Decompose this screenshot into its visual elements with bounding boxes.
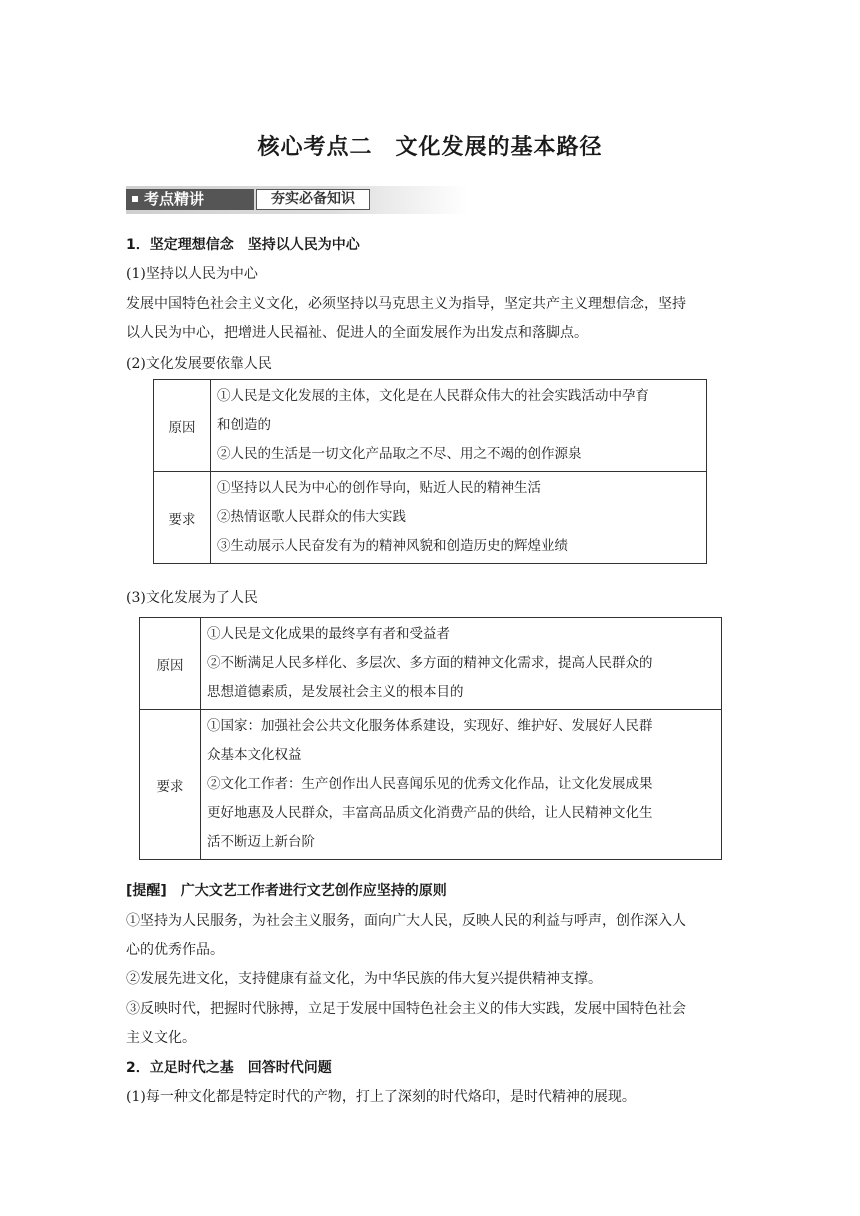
banner-left-label: 考点精讲: [144, 190, 205, 208]
tip-line: 心的优秀作品。: [126, 942, 224, 958]
cell-line: ③生动展示人民奋发有为的精神风貌和创造历史的辉煌业绩: [217, 538, 568, 554]
cell-line: 活不断迈上新台阶: [207, 834, 315, 850]
row-label-reason: 原因: [154, 380, 211, 472]
cell-line: ②文化工作者：生产创作出人民喜闻乐见的优秀文化作品，让文化发展成果: [207, 776, 653, 792]
tip-line: 主义文化。: [126, 1030, 196, 1046]
table-row: [154, 472, 707, 564]
section-banner: [126, 186, 468, 214]
table-row: [154, 380, 707, 472]
section1-para1-line2: 以人民为中心，把增进人民福祉、促进人的全面发展作为出发点和落脚点。: [126, 325, 588, 341]
cell-line: ①人民是文化成果的最终享有者和受益者: [207, 626, 450, 642]
banner-right-label: 夯实必备知识: [256, 189, 370, 210]
tip-line: ③反映时代，把握时代脉搏，立足于发展中国特色社会主义的伟大实践，发展中国特色社会: [126, 1001, 686, 1017]
row-content: [201, 710, 722, 860]
cell-line: ②不断满足人民多样化、多层次、多方面的精神文化需求，提高人民群众的: [207, 655, 653, 671]
cell-line: 和创造的: [217, 417, 271, 433]
cell-line: ①国家：加强社会公共文化服务体系建设，实现好、维护好、发展好人民群: [207, 718, 653, 734]
section1-para1-line1: 发展中国特色社会主义文化，必须坚持以马克思主义为指导，坚定共产主义理想信念，坚持: [126, 296, 686, 312]
section1-sub2: (2)文化发展要依靠人民: [126, 356, 272, 372]
table-row: [140, 618, 722, 710]
section2-heading: 2．立足时代之基 回答时代问题: [126, 1060, 332, 1076]
section1-heading: 1．坚定理想信念 坚持以人民为中心: [126, 237, 360, 253]
tip-line: ①坚持为人民服务，为社会主义服务，面向广大人民，反映人民的利益与呼声，创作深入人: [126, 913, 686, 929]
row-content: [201, 618, 722, 710]
page-title: 核心考点二 文化发展的基本路径: [257, 135, 603, 160]
table-rely-on-people: [153, 379, 707, 564]
section1-sub1: (1)坚持以人民为中心: [126, 266, 258, 282]
cell-line: ①坚持以人民为中心的创作导向，贴近人民的精神生活: [217, 480, 541, 496]
cell-line: 思想道德素质，是发展社会主义的根本目的: [207, 684, 464, 700]
table-for-people: [139, 617, 722, 860]
section1-sub3: (3)文化发展为了人民: [126, 590, 258, 606]
row-content: [211, 380, 707, 472]
section2-sub1: (1)每一种文化都是特定时代的产物，打上了深刻的时代烙印，是时代精神的展现。: [126, 1089, 636, 1105]
row-label-requirement: 要求: [140, 710, 201, 860]
row-content: [211, 472, 707, 564]
tip-heading: [提醒] 广大文艺工作者进行文艺创作应坚持的原则: [126, 883, 447, 899]
cell-line: 更好地惠及人民群众，丰富高品质文化消费产品的供给，让人民精神文化生: [207, 805, 653, 821]
cell-line: ②人民的生活是一切文化产品取之不尽、用之不竭的创作源泉: [217, 446, 582, 462]
cell-line: ①人民是文化发展的主体，文化是在人民群众伟大的社会实践活动中孕育: [217, 388, 649, 404]
row-label-reason: 原因: [140, 618, 201, 710]
tip-line: ②发展先进文化，支持健康有益文化，为中华民族的伟大复兴提供精神支撑。: [126, 971, 602, 987]
cell-line: ②热情讴歌人民群众的伟大实践: [217, 509, 406, 525]
cell-line: 众基本文化权益: [207, 747, 302, 763]
row-label-requirement: 要求: [154, 472, 211, 564]
square-bullet-icon: [132, 196, 138, 202]
table-row: [140, 710, 722, 860]
banner-left: [126, 189, 254, 210]
